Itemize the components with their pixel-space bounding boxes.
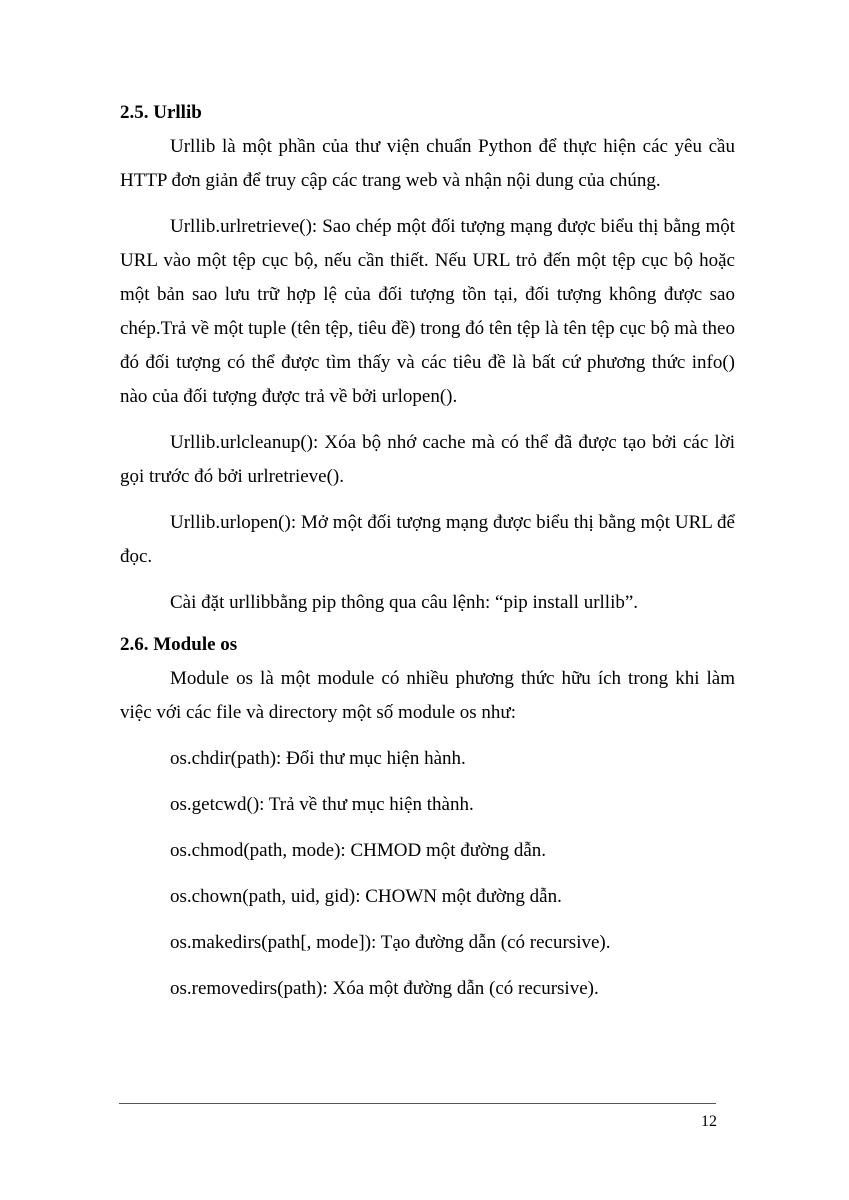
paragraph-urlretrieve: Urllib.urlretrieve(): Sao chép một đối tượng mạng được biểu thị bằng một URL vào một tệp cục bộ, nếu cần thiết. Nếu URL trỏ đến một tệp cục bộ hoặc một bản sao lưu trữ hợp lệ của đối tượng tồn tại, đối tượng không được sao chép.Trả về một tuple (tên tệp, tiêu đề) trong đó tên tệp là tên tệp cục bộ mà theo đó đối tượng có thể được tìm thấy và các tiêu đề là bất cứ phương thức info() nào của đối tượng được trả về bởi urlopen(). <box>120 216 735 407</box>
paragraph-install: Cài đặt urllibbằng pip thông qua câu lệnh: “pip install urllib”. <box>170 592 639 613</box>
section-heading-module-os: 2.6. Module os <box>120 634 238 655</box>
section-heading-urllib: 2.5. Urllib <box>120 102 202 123</box>
os-method-item: os.getcwd(): Trả về thư mục hiện thành. <box>170 794 474 815</box>
paragraph-urllib-intro: Urllib là một phần của thư viện chuẩn Python để thực hiện các yêu cầu HTTP đơn giản để truy cập các trang web và nhận nội dung của chúng. <box>120 136 735 191</box>
os-method-item: os.removedirs(path): Xóa một đường dẫn (có recursive). <box>170 978 599 999</box>
footer-divider <box>119 1103 716 1104</box>
paragraph-os-intro: Module os là một module có nhiều phương thức hữu ích trong khi làm việc với các file và directory một số module os như: <box>120 668 735 723</box>
os-method-item: os.chdir(path): Đổi thư mục hiện hành. <box>170 748 466 769</box>
os-method-item: os.chmod(path, mode): CHMOD một đường dẫn. <box>170 840 547 861</box>
os-method-item: os.makedirs(path[, mode]): Tạo đường dẫn (có recursive). <box>170 932 611 953</box>
os-method-item: os.chown(path, uid, gid): CHOWN một đường dẫn. <box>170 886 562 907</box>
paragraph-urlcleanup: Urllib.urlcleanup(): Xóa bộ nhớ cache mà có thể đã được tạo bởi các lời gọi trước đó bởi urlretrieve(). <box>120 432 735 487</box>
page-number: 12 <box>701 1113 717 1130</box>
paragraph-urlopen: Urllib.urlopen(): Mở một đối tượng mạng được biểu thị bằng một URL để đọc. <box>120 512 735 567</box>
page-content <box>120 96 735 1006</box>
